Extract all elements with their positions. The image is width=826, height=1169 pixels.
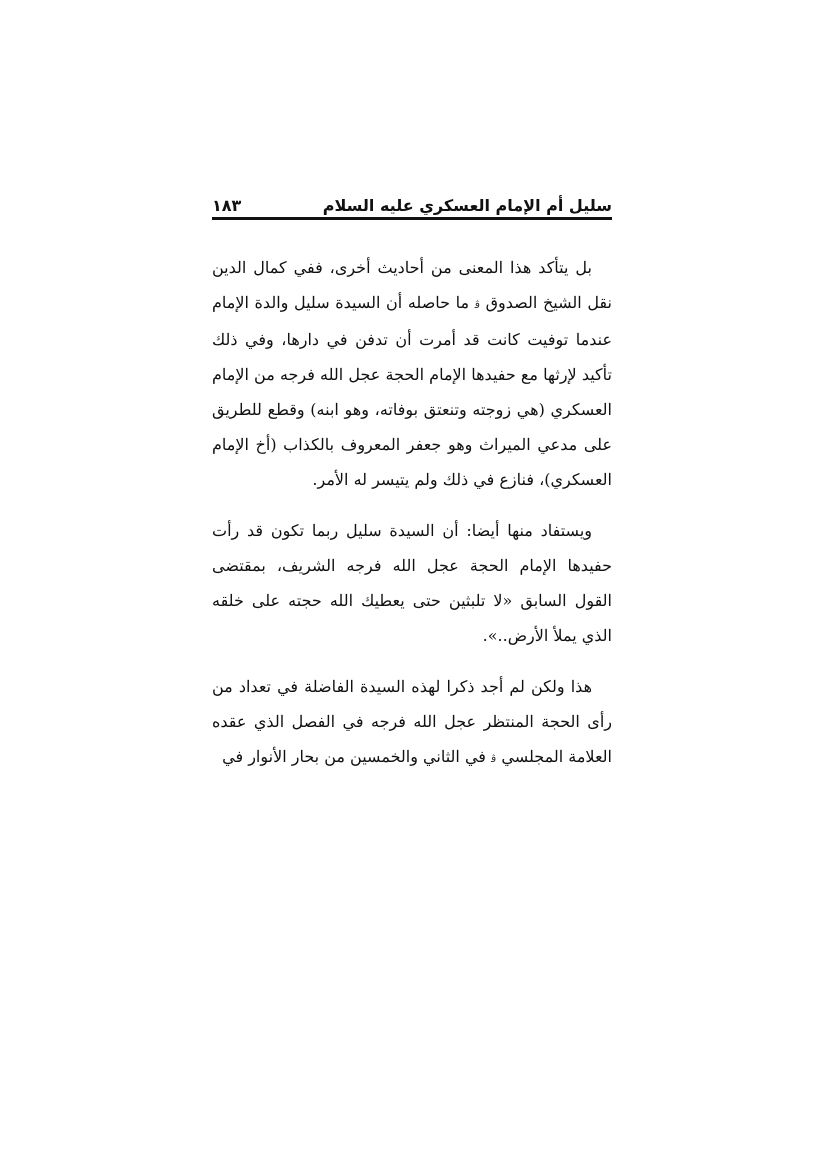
paragraph-2: ويستفاد منها أيضا: أن السيدة سليل ربما تكون قد رأت حفيدها الإمام الحجة عجل الله فرجه الشريف، بمقتضى القول السابق «لا تلبثين حتى يعطيك الله حجته على خلقه الذي يملأ الأرض..». — [212, 521, 612, 645]
header-rule — [212, 217, 612, 220]
page-header — [212, 190, 612, 220]
honorific-mark: ﭬ — [491, 752, 497, 765]
page-number: ١٨٣ — [212, 196, 242, 215]
body-text — [212, 250, 612, 776]
paragraph-1-text-start: بل يتأكد هذا المعنى من أحاديث أخرى، ففي كمال الدين نقل الشيخ الصدوق — [212, 258, 612, 312]
paragraph-3-text-start: هذا ولكن لم أجد ذكرا لهذه السيدة الفاضلة في تعداد من رأى الحجة المنتظر عجل الله فرجه في الفصل الذي عقده العلامة المجلسي — [212, 677, 612, 766]
paragraph-1-text-end: ما حاصله أن السيدة سليل والدة الإمام عندما توفيت كانت قد أمرت أن تدفن في دارها، وفي ذلك تأكيد لإرثها مع حفيدها الإمام الحجة عجل الله فرجه من الإمام العسكري (هي زوجته وتنعتق بوفاته، وهو ابنه) وقطع للطريق على مدعي الميراث وهو جعفر المعروف بالكذاب (أخ الإمام العسكري)، فنازع في ذلك ولم يتيسر له الأمر. — [212, 293, 612, 489]
honorific-mark: ﭬ — [474, 298, 480, 311]
running-title: سليل أم الإمام العسكري عليه السلام — [322, 196, 612, 215]
paragraph-3-text-end: في الثاني والخمسين من بحار الأنوار في — [222, 747, 486, 766]
paragraph-3 — [212, 669, 612, 776]
paragraph-1 — [212, 250, 612, 497]
